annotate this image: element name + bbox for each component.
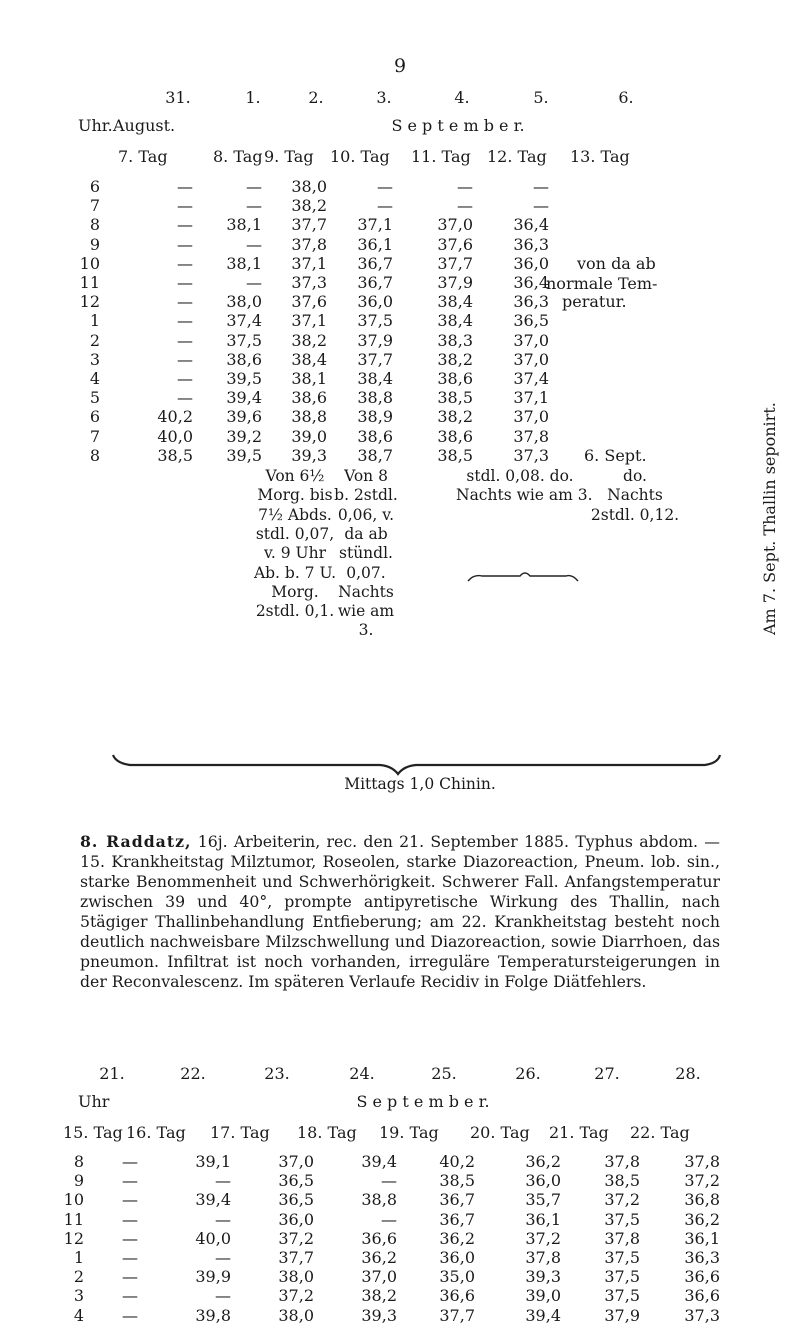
dosing-note: 2stdl. 0,12. [590,505,680,524]
temperature-cell: 37,5 [604,1209,640,1229]
noon-dose: Mittags 1,0 Chinin. [344,775,496,793]
temperature-cell: 37,2 [525,1228,561,1248]
temperature-cell: — [457,196,473,216]
temperature-cell: 38,4 [357,369,393,388]
dosing-note: 7½ Abds. [258,505,332,524]
temperature-cell: 37,3 [291,273,327,292]
hour-cell: 4 [73,1305,84,1325]
day-of-month: 6. [618,88,634,107]
illness-day: 7. Tag [118,147,168,166]
temperature-cell: 37,9 [437,273,473,292]
temperature-cell: 37,2 [278,1228,314,1248]
temperature-cell: — [533,177,549,196]
temperature-cell: 37,0 [513,349,549,369]
temperature-cell: 38,2 [437,407,473,427]
temperature-cell: 37,2 [278,1286,314,1306]
temperature-cell: 36,8 [684,1190,720,1210]
temperature-cell: 37,0 [361,1267,397,1287]
temperature-cell: 36,0 [278,1209,314,1229]
temperature-cell: 37,2 [684,1171,720,1191]
day-of-month: 24. [349,1064,375,1083]
month-label: August. [113,116,176,135]
day-of-month: 25. [431,1064,457,1083]
temperature-cell: 39,4 [361,1152,397,1171]
temperature-cell: 39,3 [525,1267,561,1287]
temperature-cell: 36,5 [278,1171,314,1191]
dosing-note: Nachts [338,582,394,601]
temperature-cell: 37,3 [684,1305,720,1325]
temperature-cell: — [457,177,473,196]
temperature-cell: — [177,349,193,369]
temperature-cell: 37,1 [357,215,393,235]
note-date: 6. Sept. [584,446,647,465]
temperature-cell: 38,7 [357,445,393,465]
dosing-note: Ab. b. 7 U. [253,563,337,582]
temperature-cell: 36,6 [439,1286,475,1306]
dosing-note: wie am [337,602,395,621]
temperature-cell: — [177,234,193,254]
illness-day: 21. Tag [549,1123,609,1142]
temperature-cell: 38,4 [291,349,327,369]
temperature-cell: 36,2 [361,1248,397,1267]
temperature-cell: 40,0 [157,426,193,446]
dosing-note: stündl. [339,544,393,563]
temperature-cell: 37,8 [604,1228,640,1248]
temperature-cell: 37,3 [513,445,549,465]
temperature-cell: 36,0 [513,253,549,273]
hour-cell: 8 [89,215,100,235]
temperature-cell: — [177,292,193,312]
temperature-cell: 38,8 [357,388,393,408]
temperature-cell: — [122,1171,138,1191]
hour-cell: 11 [79,273,100,292]
dosing-note: Morg. [271,582,319,601]
temperature-cell: — [533,196,549,216]
illness-day: 16. Tag [126,1123,186,1142]
temperature-cell: 40,2 [439,1152,475,1171]
temperature-cell: 38,8 [361,1190,397,1210]
temperature-cell: 36,2 [525,1152,561,1171]
temperature-cell: — [381,1171,397,1191]
temperature-cell: 36,7 [357,253,393,273]
temperature-cell: 40,0 [195,1228,231,1248]
temperature-cell: 37,1 [513,388,549,408]
temperature-cell: — [122,1305,138,1325]
hour-cell: 10 [79,253,100,273]
temperature-cell: 36,1 [357,234,393,254]
temperature-cell: 36,5 [513,311,549,331]
note-text: peratur. [562,292,627,311]
temperature-cell: — [246,234,262,254]
temperature-cell: — [177,369,193,388]
temperature-cell: 36,7 [439,1209,475,1229]
temperature-cell: 37,5 [604,1248,640,1267]
temperature-cell: 38,1 [226,253,262,273]
dosing-note: 0,06, v. [337,505,395,524]
dosing-note: Von 6½ [265,467,325,485]
illness-day: 17. Tag [210,1123,270,1142]
temperature-cell: — [215,1286,231,1306]
temperature-cell: 36,6 [684,1267,720,1287]
temperature-cell: 38,4 [437,292,473,312]
temperature-cell: — [177,273,193,292]
temperature-cell: — [122,1267,138,1287]
temperature-cell: 38,0 [278,1305,314,1325]
month-label: S e p t e m b e r. [356,1092,490,1111]
temperature-cell: 38,3 [437,330,473,350]
hour-cell: 6 [89,407,100,427]
illness-day: 8. Tag [213,147,263,166]
temperature-cell: 36,3 [684,1248,720,1267]
temperature-cell: 36,1 [525,1209,561,1229]
hour-cell: 3 [89,349,100,369]
temperature-cell: 36,0 [439,1248,475,1267]
temperature-cell: 38,2 [361,1286,397,1306]
illness-day: 20. Tag [470,1123,530,1142]
day-of-month: 27. [594,1064,620,1083]
temperature-cell: — [377,196,393,216]
temperature-cell: — [381,1209,397,1229]
hour-cell: 7 [89,426,100,446]
temperature-cell: — [122,1190,138,1210]
hour-label: Uhr [78,1092,110,1111]
dosing-note: 2stdl. 0,1. [255,602,335,621]
dosing-note: b. 2stdl. [334,486,398,505]
day-of-month: 23. [264,1064,290,1083]
illness-day: 10. Tag [330,147,390,166]
day-of-month: 21. [99,1064,125,1083]
temperature-cell: 35,7 [525,1190,561,1210]
temperature-cell: 37,5 [357,311,393,331]
day-of-month: 4. [454,88,470,107]
temperature-cell: — [177,215,193,235]
temperature-cell: — [215,1171,231,1191]
temperature-cell: — [122,1152,138,1171]
temperature-cell: — [246,273,262,292]
hour-cell: 2 [89,330,100,350]
temperature-cell: 36,0 [357,292,393,312]
temperature-cell: 38,4 [437,311,473,331]
temperature-cell: 36,6 [361,1228,397,1248]
hour-cell: 6 [89,177,100,196]
temperature-cell: 38,1 [291,369,327,388]
temperature-cell: 40,2 [157,407,193,427]
dosing-note: da ab [344,524,388,543]
temperature-cell: 37,8 [291,234,327,254]
temperature-cell: — [177,388,193,408]
temperature-cell: 37,1 [291,311,327,331]
hour-cell: 4 [89,369,100,388]
note-text: von da ab [577,254,656,273]
temperature-cell: 38,5 [604,1171,640,1191]
temperature-cell: 37,9 [604,1305,640,1325]
day-of-month: 3. [376,88,392,107]
temperature-cell: 37,5 [226,330,262,350]
case-name: 8. Raddatz, [80,832,192,851]
temperature-cell: — [122,1209,138,1229]
temperature-cell: 39,3 [291,445,327,465]
temperature-cell: 37,0 [278,1152,314,1171]
dosing-note: 3. [358,621,374,640]
temperature-cell: 39,5 [226,445,262,465]
dosing-note: do. [623,467,647,485]
temperature-cell: 37,0 [513,407,549,427]
illness-day: 12. Tag [487,147,547,166]
temperature-cell: 38,9 [357,407,393,427]
temperature-cell: — [122,1248,138,1267]
temperature-cell: — [177,253,193,273]
temperature-cell: 37,4 [513,369,549,388]
hour-cell: 9 [73,1171,84,1191]
temperature-cell: 38,0 [226,292,262,312]
hour-cell: 1 [73,1248,84,1267]
hour-label: Uhr. [78,116,113,135]
temperature-cell: 36,3 [513,234,549,254]
temperature-cell: 37,2 [604,1190,640,1210]
temperature-cell: 39,9 [195,1267,231,1287]
temperature-cell: — [177,177,193,196]
day-of-month: 2. [308,88,324,107]
temperature-cell: 39,2 [226,426,262,446]
temperature-cell: 39,6 [226,407,262,427]
hour-cell: 12 [63,1228,84,1248]
illness-day: 13. Tag [570,147,630,166]
temperature-cell: 36,1 [684,1228,720,1248]
temperature-cell: 37,4 [226,311,262,331]
temperature-cell: 37,5 [604,1267,640,1287]
case-text: 16j. Arbeiterin, rec. den 21. September 1885. Typhus abdom. — 15. Krankheitstag Milztumor, Roseolen, starke Diazoreaction, Pneum. lob. sin., starke Benommenheit und Schwerhörigkeit. Schwerer Fall. Anfangstemperatur zwischen 39 und 40°, prompte antipyretische Wirkung des Thallin, nach 5tägiger Thallinbehandlung Entfieberung; am 22. Krankheitstag besteht noch deutlich nachweisbare Milzschwellung und Diazoreaction, sowie Diarrhoen, das pneumon. Infiltrat ist noch vorhanden, irreguläre Temperatursteigerungen in der Reconvalescenz. Im späteren Verlaufe Recidiv in Folge Diätfehlers. [80,832,720,991]
temperature-cell: — [122,1228,138,1248]
hour-cell: 5 [89,388,100,408]
temperature-cell: 37,8 [525,1248,561,1267]
illness-day: 11. Tag [411,147,471,166]
temperature-cell: — [377,177,393,196]
hour-cell: 1 [89,311,100,331]
temperature-cell: 37,7 [437,253,473,273]
day-of-month: 31. [165,88,191,107]
temperature-cell: 36,2 [684,1209,720,1229]
temperature-cell: 38,8 [291,407,327,427]
day-of-month: 1. [245,88,261,107]
hour-cell: 8 [73,1152,84,1171]
temperature-cell: 37,7 [278,1248,314,1267]
temperature-cell: 37,7 [357,349,393,369]
month-label: S e p t e m b e r. [391,116,525,135]
temperature-cell: 36,6 [684,1286,720,1306]
temperature-cell: — [177,311,193,331]
dosing-note: stdl. 0,07, [255,524,335,543]
day-of-month: 22. [180,1064,206,1083]
note-text: normale Tem- [546,274,658,293]
dosing-note: Morg. bis [257,486,333,505]
illness-day: 15. Tag [63,1123,123,1142]
temperature-cell: 38,6 [357,426,393,446]
temperature-cell: 37,0 [513,330,549,350]
case-report-paragraph [80,832,720,992]
illness-day: 19. Tag [379,1123,439,1142]
temperature-cell: 38,0 [278,1267,314,1287]
temperature-cell: 36,7 [439,1190,475,1210]
temperature-cell: 38,6 [437,426,473,446]
hour-cell: 10 [63,1190,84,1210]
temperature-cell: 36,4 [513,273,549,292]
temperature-cell: 38,1 [226,215,262,235]
day-of-month: 26. [515,1064,541,1083]
temperature-cell: 37,6 [437,234,473,254]
temperature-cell: 37,7 [439,1305,475,1325]
temperature-cell: 36,2 [439,1228,475,1248]
temperature-cell: 37,9 [357,330,393,350]
temperature-cell: — [177,330,193,350]
temperature-cell: 39,0 [291,426,327,446]
hour-cell: 8 [89,445,100,465]
temperature-cell: 36,7 [357,273,393,292]
temperature-cell: 36,5 [278,1190,314,1210]
temperature-cell: 37,5 [604,1286,640,1306]
temperature-cell: 37,1 [291,253,327,273]
temperature-cell: 38,0 [291,177,327,196]
temperature-cell: 39,3 [361,1305,397,1325]
day-of-month: 28. [675,1064,701,1083]
hour-cell: 11 [63,1209,84,1229]
temperature-cell: 39,4 [226,388,262,408]
temperature-cell: 35,0 [439,1267,475,1287]
temperature-cell: 36,0 [525,1171,561,1191]
dosing-note: Nachts wie am 3. [456,486,593,504]
hour-cell: 12 [79,292,100,312]
temperature-cell: 38,6 [291,388,327,408]
temperature-cell: 38,5 [439,1171,475,1191]
temperature-cell: — [246,196,262,216]
temperature-cell: 37,6 [291,292,327,312]
temperature-cell: 38,5 [157,445,193,465]
dosing-note: stdl. 0,08. do. [466,467,574,485]
temperature-cell: 37,0 [437,215,473,235]
temperature-cell: 37,8 [513,426,549,446]
hour-cell: 3 [73,1286,84,1306]
temperature-cell: 38,2 [291,330,327,350]
page-number: 9 [393,55,407,77]
temperature-cell: 39,4 [525,1305,561,1325]
temperature-cell: — [246,177,262,196]
temperature-cell: 37,8 [684,1152,720,1171]
temperature-cell: 39,4 [195,1190,231,1210]
temperature-cell: 37,8 [604,1152,640,1171]
temperature-cell: — [215,1209,231,1229]
illness-day: 18. Tag [297,1123,357,1142]
illness-day: 9. Tag [264,147,314,166]
temperature-cell: 38,2 [291,196,327,216]
temperature-cell: 37,7 [291,215,327,235]
illness-day: 22. Tag [630,1123,690,1142]
temperature-cell: 39,8 [195,1305,231,1325]
temperature-cell: 36,4 [513,215,549,235]
hour-cell: 2 [73,1267,84,1287]
dosing-note: v. 9 Uhr [263,544,326,563]
dosing-note: Von 8 [344,467,388,485]
temperature-cell: 38,6 [226,349,262,369]
temperature-cell: — [177,196,193,216]
temperature-cell: 38,5 [437,445,473,465]
temperature-cell: — [215,1248,231,1267]
side-note-text: Am 7. Sept. Thallin seponirt. [760,402,779,635]
hour-cell: 7 [89,196,100,216]
temperature-cell: 36,3 [513,292,549,312]
temperature-cell: 38,5 [437,388,473,408]
temperature-cell: 39,1 [195,1152,231,1171]
temperature-cell: 38,2 [437,349,473,369]
day-of-month: 5. [533,88,549,107]
dosing-note: Nachts [607,486,663,505]
temperature-cell: 39,5 [226,369,262,388]
dosing-note: 0,07. [346,563,386,582]
temperature-cell: — [122,1286,138,1306]
hour-cell: 9 [89,234,100,254]
temperature-cell: 39,0 [525,1286,561,1306]
temperature-cell: 38,6 [437,369,473,388]
